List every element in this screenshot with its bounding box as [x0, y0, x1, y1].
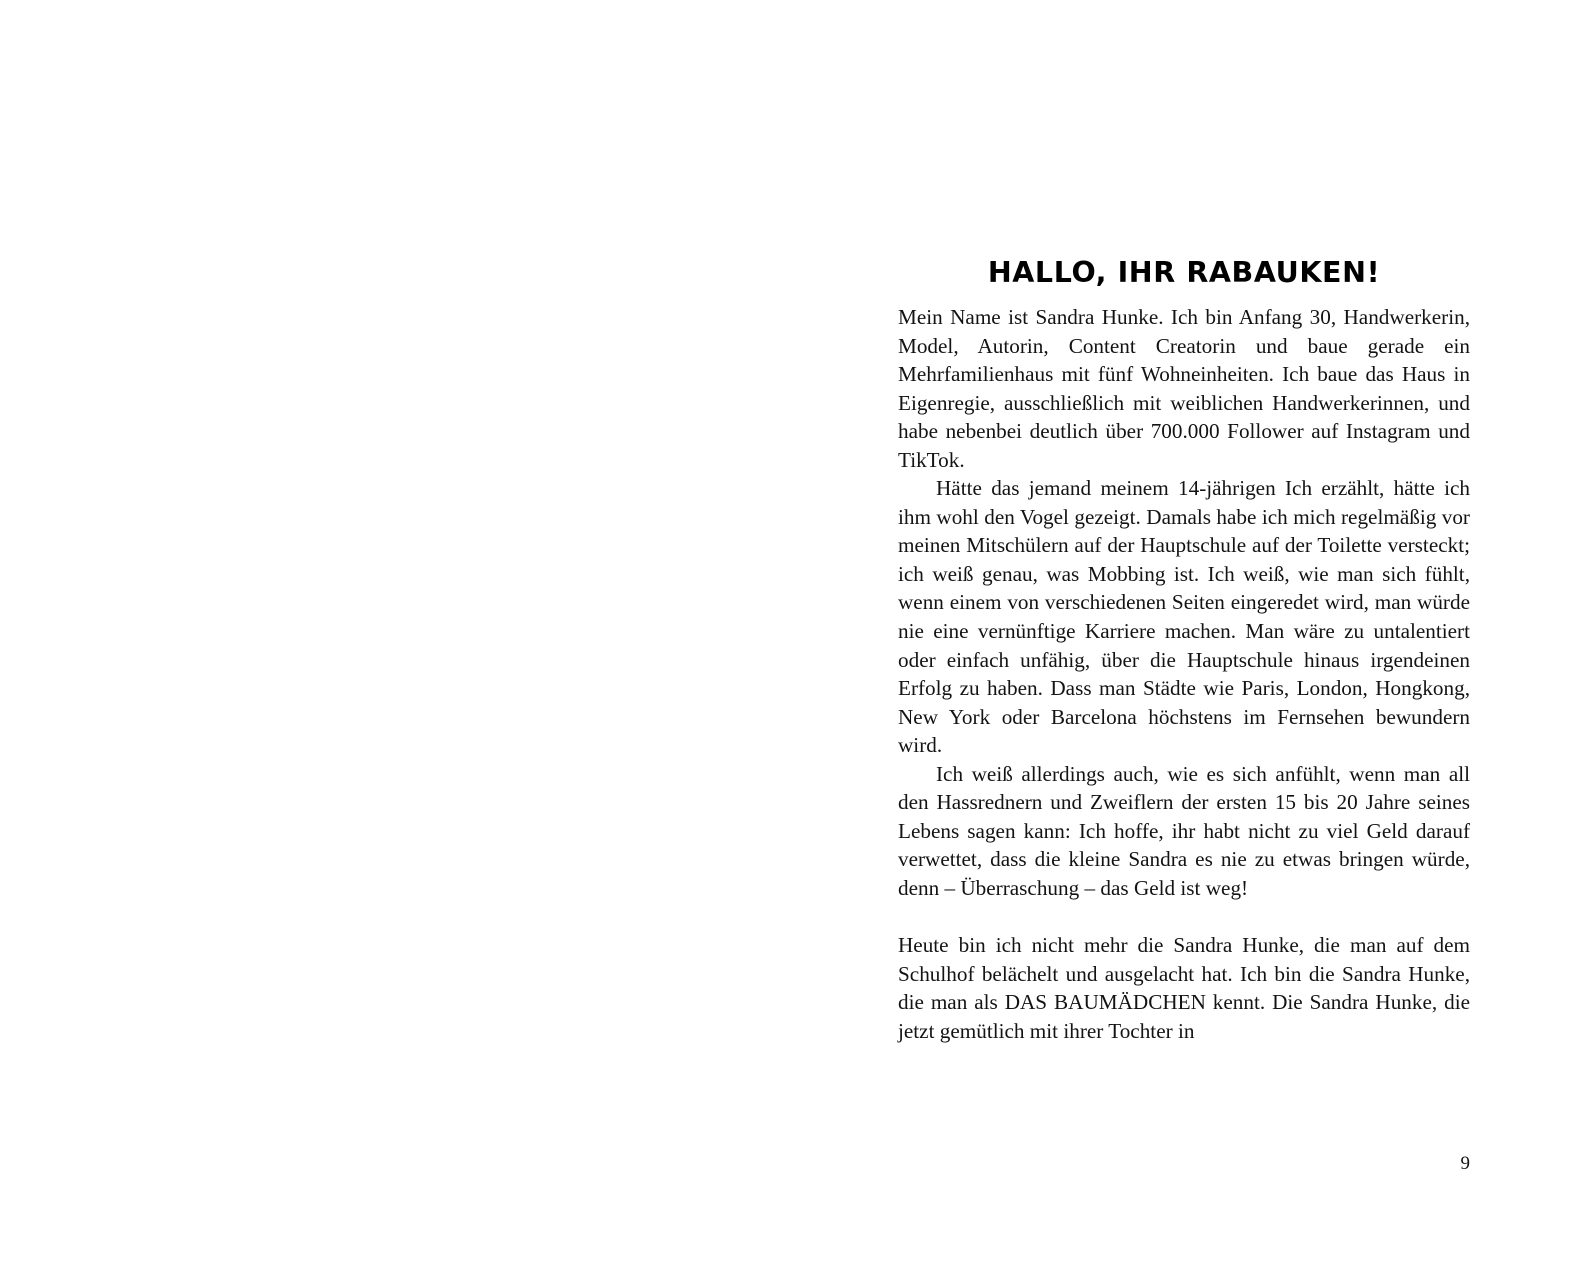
chapter-heading: HALLO, IHR RABAUKEN!	[987, 256, 1381, 290]
paragraph-1: Mein Name ist Sandra Hunke. Ich bin Anfang 30, Handwerkerin, Model, Autorin, Content Creatorin und baue gerade ein Mehrfamilienhaus mit fünf Wohneinheiten. Ich baue das Haus in Eigenregie, ausschließlich mit weiblichen Handwerkerinnen, und habe nebenbei deutlich über 700.000 Follower auf Instagram und TikTok.	[898, 305, 1470, 472]
body-copy	[898, 303, 1470, 1045]
paragraph-4: Heute bin ich nicht mehr die Sandra Hunke, die man auf dem Schulhof belächelt und ausgelacht hat. Ich bin die Sandra Hunke, die man als DAS BAUMÄDCHEN kennt. Die Sandra Hunke, die jetzt gemütlich mit ihrer Tochter in	[898, 933, 1470, 1043]
paragraph-3: Ich weiß allerdings auch, wie es sich anfühlt, wenn man all den Hassrednern und Zweiflern der ersten 15 bis 20 Jahre seines Lebens sagen kann: Ich hoffe, ihr habt nicht zu viel Geld darauf verwettet, dass die kleine Sandra es nie zu etwas bringen würde, denn – Überraschung – das Geld ist weg!	[898, 761, 1470, 900]
text-column	[898, 0, 1470, 1270]
page-recto	[797, 0, 1594, 1270]
page-number: 9	[1460, 1153, 1470, 1174]
paragraph-2: Hätte das jemand meinem 14-jährigen Ich erzählt, hätte ich ihm wohl den Vogel gezeigt. Damals habe ich mich regelmäßig vor meinen Mitschülern auf der Hauptschule auf der Toilette versteckt; ich weiß genau, was Mobbing ist. Ich weiß, wie man sich fühlt, wenn einem von verschiedenen Seiten eingeredet wird, man würde nie eine vernünftige Karriere machen. Man wäre zu untalentiert oder einfach unfähig, über die Hauptschule hinaus irgendeinen Erfolg zu haben. Dass man Städte wie Paris, London, Hongkong, New York oder Barcelona höchstens im Fernsehen bewundern wird.	[898, 476, 1470, 758]
